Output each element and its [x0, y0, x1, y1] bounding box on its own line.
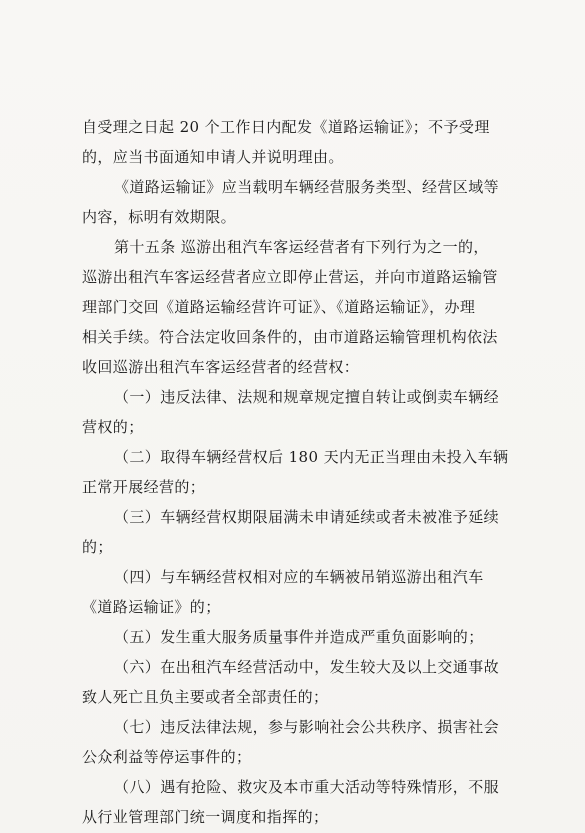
text-line: 的； [82, 538, 113, 556]
text-line: 相关手续。符合法定收回条件的，由市道路运输管理机构依法 [82, 328, 498, 346]
text-line: 从行业管理部门统一调度和指挥的； [82, 808, 329, 826]
text-line: 的，应当书面通知申请人并说明理由。 [82, 148, 344, 166]
text-line: （七）违反法律法规，参与影响社会公共秩序、损害社会 [114, 718, 500, 736]
text-line: 理部门交回《道路运输经营许可证》、《道路运输证》，办理 [82, 298, 476, 316]
text-line: 《道路运输证》应当载明车辆经营服务类型、经营区域等 [114, 178, 500, 196]
text-line: 巡游出租汽车客运经营者应立即停止营运，并向市道路运输管 [82, 268, 498, 286]
text-line: （四）与车辆经营权相对应的车辆被吊销巡游出租汽车 [114, 568, 484, 586]
text-line: 《道路运输证》的； [82, 598, 221, 616]
text-line: 自受理之日起 20 个工作日内配发《道路运输证》；不予受理 [82, 118, 490, 136]
text-line: （一）违反法律、法规和规章规定擅自转让或倒卖车辆经 [114, 388, 500, 406]
text-line: （五）发生重大服务质量事件并造成严重负面影响的； [114, 628, 484, 646]
text-line: （八）遇有抢险、救灾及本市重大活动等特殊情形，不服 [114, 778, 500, 796]
text-line: （六）在出租汽车经营活动中，发生较大及以上交通事故 [114, 658, 500, 676]
text-line: 收回巡游出租汽车客运经营者的经营权： [82, 358, 360, 376]
text-line: 致人死亡且负主要或者全部责任的； [82, 688, 329, 706]
text-line: （二）取得车辆经营权后 180 天内无正当理由未投入车辆 [114, 448, 509, 466]
document-body [82, 112, 527, 832]
text-line: 营权的； [82, 418, 144, 436]
text-line: 第十五条 巡游出租汽车客运经营者有下列行为之一的， [114, 238, 489, 256]
text-line: 内容，标明有效期限。 [82, 208, 237, 226]
text-line: （三）车辆经营权期限届满未申请延续或者未被准予延续 [114, 508, 500, 526]
text-line: 公众利益等停运事件的； [82, 748, 252, 766]
text-line: 正常开展经营的； [82, 478, 206, 496]
